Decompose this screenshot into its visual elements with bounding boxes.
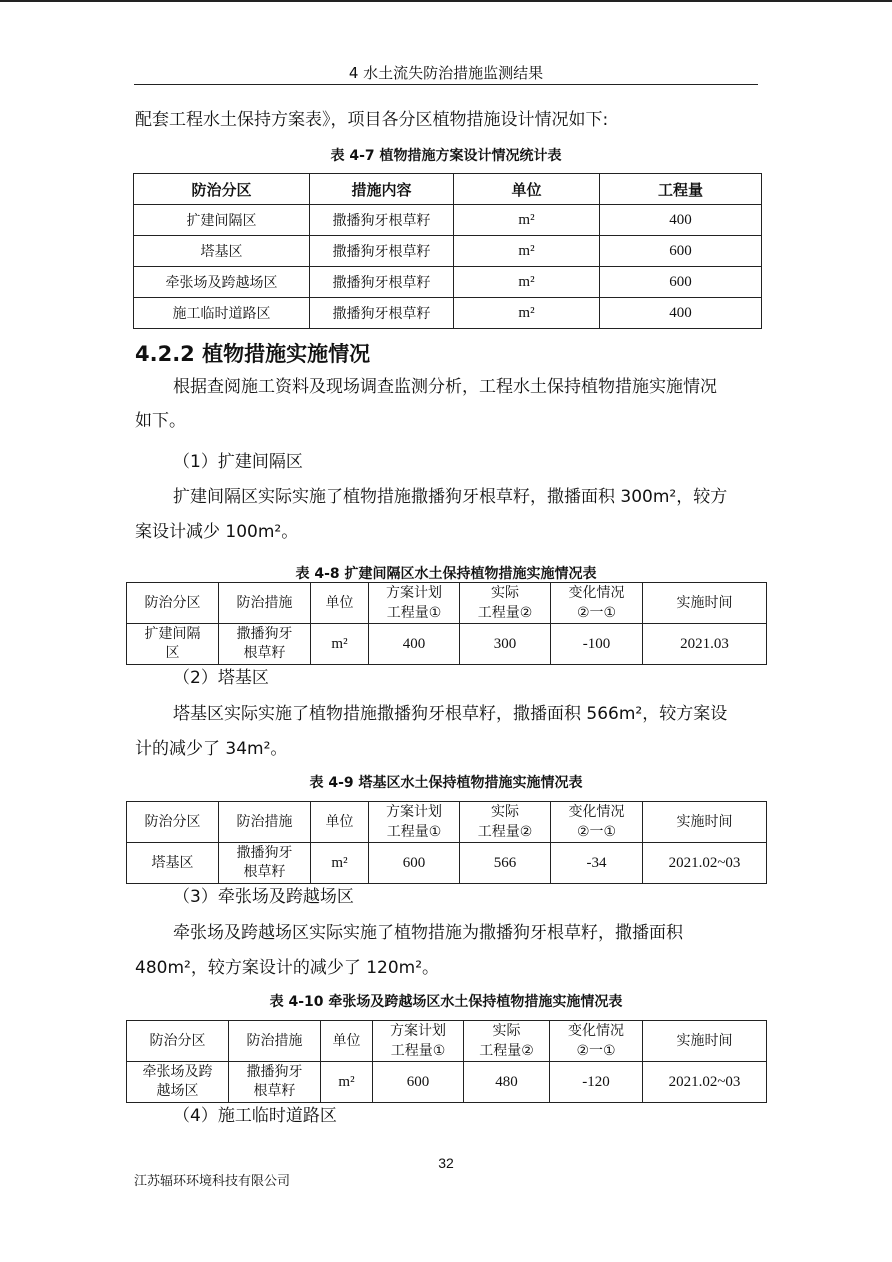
table-cell: 600 [373,1062,464,1103]
footer-company: 江苏辐环环境科技有限公司 [134,1174,291,1189]
table-cell [229,1062,321,1103]
table-cell: m² [454,298,600,329]
table-cell: m² [311,624,369,665]
subsection-1-line2: 案设计减少 100m²。 [135,522,299,542]
table-header-row [127,802,767,843]
header-cell [551,802,643,843]
header-cell: 防治分区 [127,583,219,624]
table-cell: m² [311,843,369,884]
header-cell: 单位 [311,583,369,624]
table-4-7-caption: 表 4-7 植物措施方案设计情况统计表 [330,148,562,164]
cell-line: 区 [165,645,180,661]
table-cell: 2021.02~03 [643,1062,767,1103]
table-cell: 塔基区 [127,843,219,884]
subsection-2-line2: 计的减少了 34m²。 [135,739,288,759]
table-row [127,624,767,665]
subsection-3-line1: 牵张场及跨越场区实际实施了植物措施为撒播狗牙根草籽，撒播面积 [173,923,683,943]
header-cell: 措施内容 [310,174,454,205]
header-cell: 防治分区 [127,1021,229,1062]
table-4-10 [126,1020,767,1103]
header-cell [460,802,551,843]
subsection-2-line1: 塔基区实际实施了植物措施撒播狗牙根草籽，撒播面积 566m²，较方案设 [173,704,728,724]
table-cell: 400 [369,624,460,665]
table-cell: 600 [600,267,762,298]
table-4-7 [133,173,762,329]
header-cell: 实施时间 [643,1021,767,1062]
header-cell: 防治措施 [229,1021,321,1062]
cell-line: 扩建间隔 [144,626,201,642]
header-cell [550,1021,643,1062]
table-cell: 300 [460,624,551,665]
top-border [0,0,892,2]
header-line: 工程量② [479,1043,534,1059]
table-cell: 施工临时道路区 [134,298,310,329]
table-row [134,267,762,298]
header-cell [369,583,460,624]
table-4-8-caption: 表 4-8 扩建间隔区水土保持植物措施实施情况表 [295,566,597,582]
table-row [134,236,762,267]
intro-line: 配套工程水土保持方案表》，项目各分区植物措施设计情况如下: [135,110,609,130]
page-number: 32 [438,1155,454,1171]
table-cell [219,843,311,884]
table-cell: m² [454,236,600,267]
subsection-4-title: （4）施工临时道路区 [173,1106,337,1126]
subsection-2-title: （2）塔基区 [173,668,269,688]
header-line: 变化情况 [568,804,625,820]
header-line: 方案计划 [386,804,442,820]
page-header-title: 4 水土流失防治措施监测结果 [348,64,544,82]
cell-line: 根草籽 [243,864,286,880]
table-cell: 塔基区 [134,236,310,267]
table-cell: 400 [600,298,762,329]
table-header-row [127,1021,767,1062]
table-row [134,205,762,236]
header-line: 实际 [491,585,519,601]
table-cell: -120 [550,1062,643,1103]
header-cell [460,583,551,624]
table-cell [127,1062,229,1103]
header-cell [464,1021,550,1062]
table-cell: 566 [460,843,551,884]
cell-line: 撒播狗牙 [236,845,293,861]
table-cell: 480 [464,1062,550,1103]
header-line: 工程量① [390,1043,446,1059]
header-line: 工程量② [477,824,533,840]
header-line: 工程量① [386,824,442,840]
header-cell [373,1021,464,1062]
header-cell: 防治措施 [219,802,311,843]
cell-line: 根草籽 [253,1083,296,1099]
table-header-row [134,174,762,205]
table-cell: 牵张场及跨越场区 [134,267,310,298]
cell-line: 牵张场及跨 [142,1064,213,1080]
cell-line: 撒播狗牙 [246,1064,303,1080]
table-cell: 600 [369,843,460,884]
table-cell: 2021.02~03 [643,843,767,884]
table-cell: 400 [600,205,762,236]
header-cell: 防治分区 [127,802,219,843]
header-cell: 防治措施 [219,583,311,624]
header-cell: 单位 [321,1021,373,1062]
subsection-1-line1: 扩建间隔区实际实施了植物措施撒播狗牙根草籽，撒播面积 300m²，较方 [173,487,728,507]
table-4-8 [126,582,767,665]
header-rule [134,84,758,85]
header-line: 实际 [492,1023,521,1039]
cell-line: 撒播狗牙 [236,626,293,642]
table-row [127,843,767,884]
header-line: 工程量② [477,605,533,621]
header-cell: 实施时间 [643,583,767,624]
subsection-3-line2: 480m²，较方案设计的减少了 120m²。 [135,958,440,978]
table-cell: m² [321,1062,373,1103]
cell-line: 越场区 [156,1083,199,1099]
section-heading: 4.2.2 植物措施实施情况 [135,342,371,366]
subsection-1-title: （1）扩建间隔区 [173,452,303,472]
header-cell: 防治分区 [134,174,310,205]
table-cell: -34 [551,843,643,884]
table-header-row [127,583,767,624]
cell-line: 根草籽 [243,645,286,661]
table-cell [127,624,219,665]
section-para-line1: 根据查阅施工资料及现场调查监测分析，工程水土保持植物措施实施情况 [173,377,717,397]
header-line: ②一① [576,605,617,621]
header-cell [369,802,460,843]
table-4-9-caption: 表 4-9 塔基区水土保持植物措施实施情况表 [309,775,583,791]
header-cell [551,583,643,624]
table-cell: -100 [551,624,643,665]
table-cell: 撒播狗牙根草籽 [310,205,454,236]
header-cell: 单位 [454,174,600,205]
header-line: 实际 [491,804,519,820]
header-cell: 工程量 [600,174,762,205]
table-cell: 撒播狗牙根草籽 [310,298,454,329]
table-cell: 600 [600,236,762,267]
table-cell: 撒播狗牙根草籽 [310,236,454,267]
header-line: 工程量① [386,605,442,621]
header-line: 变化情况 [568,585,625,601]
table-cell [219,624,311,665]
table-row [134,298,762,329]
header-cell: 实施时间 [643,802,767,843]
table-4-10-caption: 表 4-10 牵张场及跨越场区水土保持植物措施实施情况表 [269,994,623,1010]
section-para-line2: 如下。 [135,411,186,431]
table-row [127,1062,767,1103]
subsection-3-title: （3）牵张场及跨越场区 [173,887,354,907]
header-line: 方案计划 [386,585,442,601]
table-cell: 扩建间隔区 [134,205,310,236]
table-cell: m² [454,267,600,298]
table-4-9 [126,801,767,884]
table-cell: 撒播狗牙根草籽 [310,267,454,298]
header-line: 变化情况 [568,1023,624,1039]
header-line: 方案计划 [390,1023,446,1039]
header-cell: 单位 [311,802,369,843]
header-line: ②一① [576,824,617,840]
table-cell: m² [454,205,600,236]
table-cell: 2021.03 [643,624,767,665]
header-line: ②一① [576,1043,616,1059]
